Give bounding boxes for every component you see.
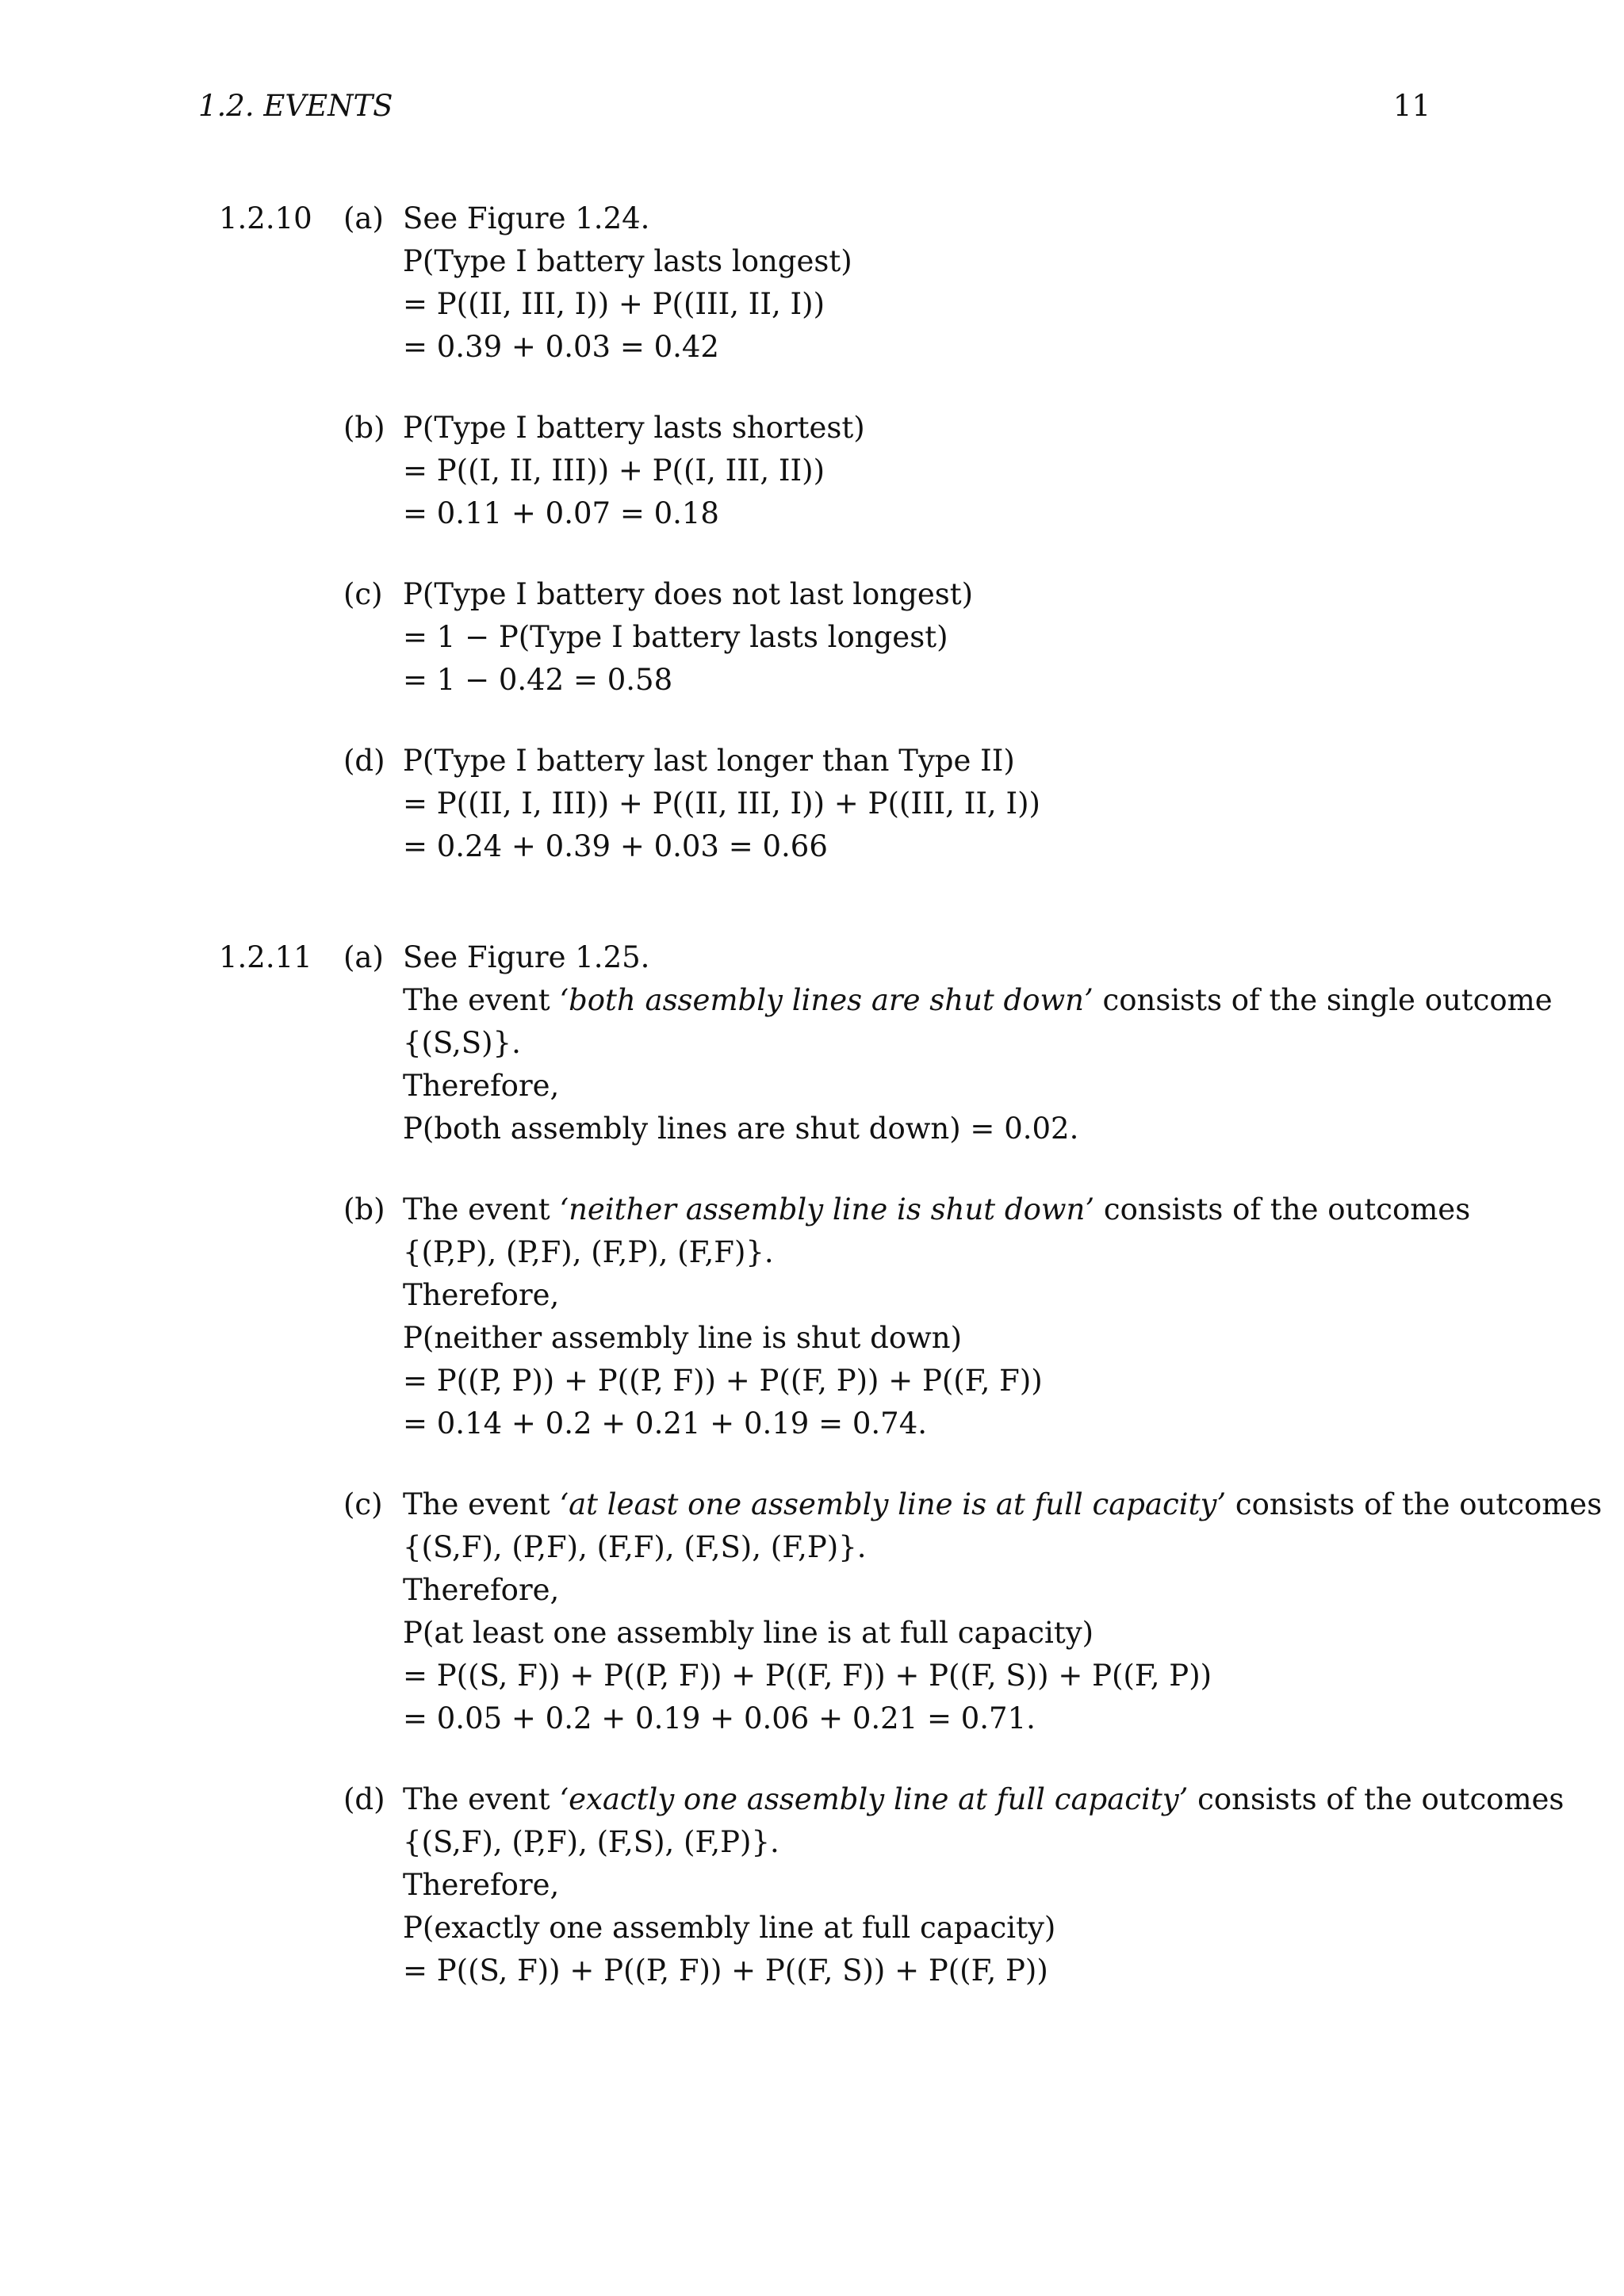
running-title: 1.2. EVENTS <box>198 89 393 123</box>
math-line: = P((S, F)) + P((P, F)) + P((F, S)) + P((F, P)) <box>403 1954 1048 1988</box>
event-sentence: The event ‘both assembly lines are shut down’ consists of the single outcome <box>403 983 1553 1017</box>
math-line: P(Type I battery lasts longest) <box>403 244 852 278</box>
part-label: (c) <box>343 1487 383 1521</box>
part-label: (c) <box>343 577 383 611</box>
text-line: Therefore, <box>403 1069 560 1103</box>
page-number: 11 <box>1392 89 1431 123</box>
math-line: = 1 − P(Type I battery lasts longest) <box>403 620 948 654</box>
math-line: = P((I, II, III)) + P((I, III, II)) <box>403 453 825 488</box>
math-line: = 0.14 + 0.2 + 0.21 + 0.19 = 0.74. <box>403 1406 927 1441</box>
event-sentence: The event ‘neither assembly line is shut down’ consists of the outcomes <box>403 1192 1471 1226</box>
math-line: P(Type I battery does not last longest) <box>403 577 974 611</box>
text-line: Therefore, <box>403 1278 560 1312</box>
math-line: P(Type I battery last longer than Type II) <box>403 744 1015 778</box>
math-line: P(Type I battery lasts shortest) <box>403 411 865 445</box>
math-line: = 0.39 + 0.03 = 0.42 <box>403 330 719 364</box>
math-line: = 1 − 0.42 = 0.58 <box>403 663 673 697</box>
outcome-set: {(S,F), (P,F), (F,F), (F,S), (F,P)}. <box>403 1530 867 1564</box>
math-line: = 0.24 + 0.39 + 0.03 = 0.66 <box>403 829 828 863</box>
math-line: P(neither assembly line is shut down) <box>403 1321 963 1355</box>
event-name: ‘exactly one assembly line at full capacity’ <box>559 1782 1189 1816</box>
event-name: ‘both assembly lines are shut down’ <box>559 983 1094 1017</box>
math-line: P(exactly one assembly line at full capacity) <box>403 1911 1056 1945</box>
outcome-set: {(S,S)}. <box>403 1026 521 1060</box>
part-label: (a) <box>343 940 384 974</box>
math-line: = P((II, III, I)) + P((III, II, I)) <box>403 287 825 321</box>
math-line: = P((P, P)) + P((P, F)) + P((F, P)) + P((F, F)) <box>403 1364 1043 1398</box>
part-label: (b) <box>343 411 385 445</box>
math-line: = P((S, F)) + P((P, F)) + P((F, F)) + P((F, S)) + P((F, P)) <box>403 1659 1212 1693</box>
part-label: (b) <box>343 1192 385 1226</box>
exercise-number: 1.2.11 <box>219 940 312 974</box>
math-line: = P((II, I, III)) + P((II, III, I)) + P((III, II, I)) <box>403 786 1040 821</box>
math-line: P(both assembly lines are shut down) = 0.02. <box>403 1112 1079 1146</box>
event-sentence: The event ‘at least one assembly line is at full capacity’ consists of the outcomes <box>403 1487 1603 1521</box>
math-line: P(at least one assembly line is at full capacity) <box>403 1616 1094 1650</box>
math-line: = 0.11 + 0.07 = 0.18 <box>403 496 719 530</box>
part-label: (d) <box>343 1782 385 1816</box>
exercise-number: 1.2.10 <box>219 201 312 235</box>
text-line: Therefore, <box>403 1573 560 1607</box>
outcome-set: {(S,F), (P,F), (F,S), (F,P)}. <box>403 1825 779 1859</box>
text-line: See Figure 1.24. <box>403 201 650 235</box>
part-label: (d) <box>343 744 385 778</box>
event-name: ‘neither assembly line is shut down’ <box>559 1192 1095 1226</box>
event-sentence: The event ‘exactly one assembly line at full capacity’ consists of the outcomes <box>403 1782 1565 1816</box>
page-header <box>198 89 1431 128</box>
text-line: Therefore, <box>403 1868 560 1902</box>
outcome-set: {(P,P), (P,F), (F,P), (F,F)}. <box>403 1235 774 1269</box>
part-label: (a) <box>343 201 384 235</box>
text-line: See Figure 1.25. <box>403 940 650 974</box>
event-name: ‘at least one assembly line is at full capacity’ <box>559 1487 1227 1521</box>
math-line: = 0.05 + 0.2 + 0.19 + 0.06 + 0.21 = 0.71. <box>403 1701 1036 1735</box>
